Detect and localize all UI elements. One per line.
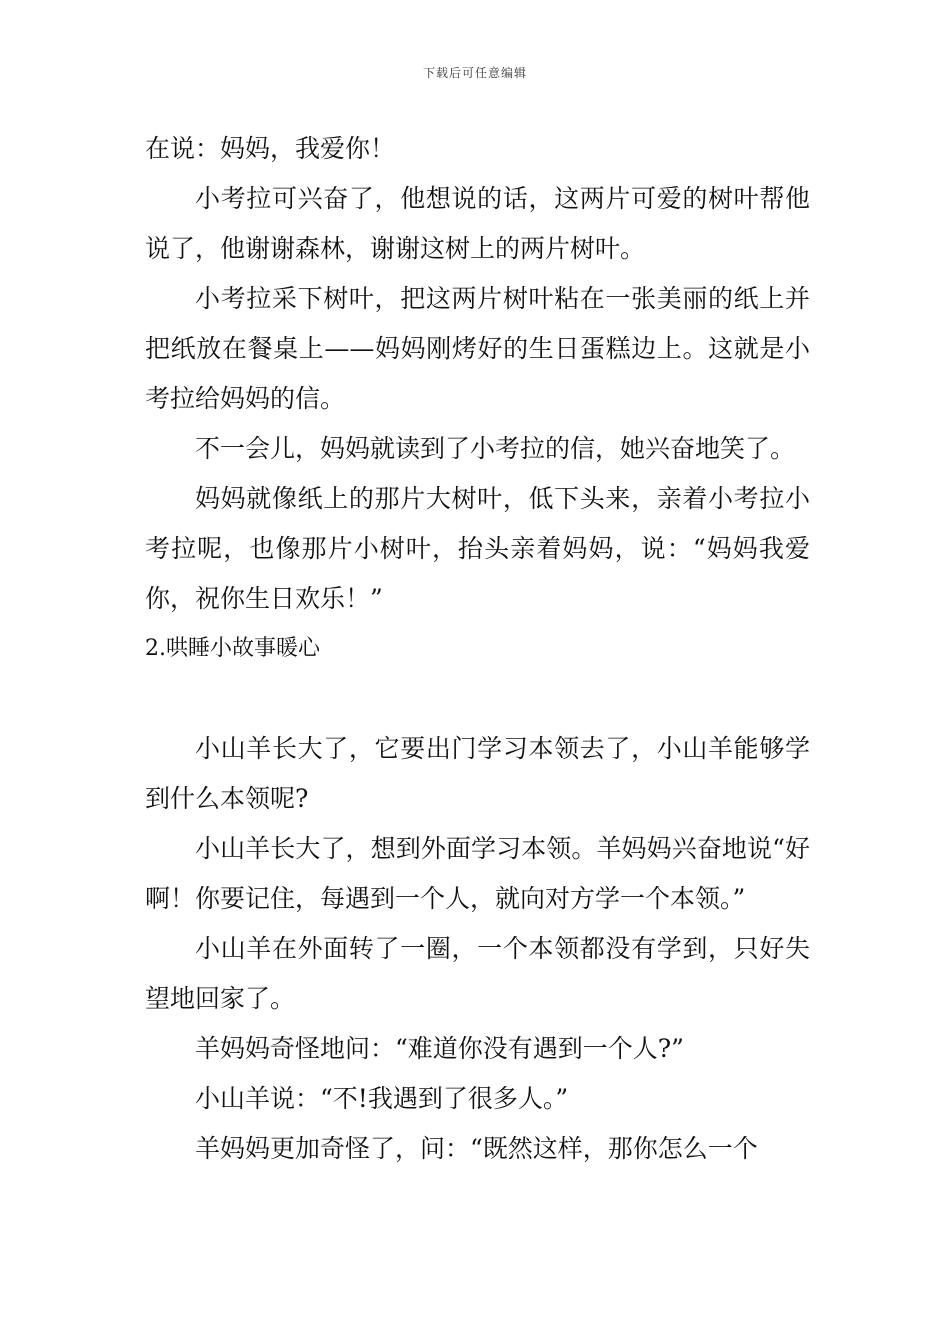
page-header: 下载后可任意编辑 <box>422 66 527 80</box>
paragraph-10: 小山羊说：“不!我遇到了很多人。” <box>195 1084 569 1113</box>
paragraph-3: 小考拉采下树叶，把这两片树叶粘在一张美丽的纸上并把纸放在餐桌上——妈妈刚烤好的生日蛋糕边上。这就是小考拉给妈妈的信。 <box>145 284 810 413</box>
paragraph-11: 羊妈妈更加奇怪了，问：“既然这样，那你怎么一个 <box>195 1134 758 1163</box>
paragraph-8: 小山羊在外面转了一圈，一个本领都没有学到，只好失望地回家了。 <box>145 934 810 1013</box>
paragraph-2: 小考拉可兴奋了，他想说的话，这两片可爱的树叶帮他说了，他谢谢森林，谢谢这树上的两片树叶。 <box>145 184 810 263</box>
paragraph-4: 不一会儿，妈妈就读到了小考拉的信，她兴奋地笑了。 <box>195 434 796 463</box>
paragraph-9: 羊妈妈奇怪地问：“难道你没有遇到一个人?” <box>195 1034 684 1063</box>
paragraph-1: 在说：妈妈，我爱你！ <box>145 134 396 163</box>
paragraph-7: 小山羊长大了，想到外面学习本领。羊妈妈兴奋地说“好啊！你要记住，每遇到一个人，就向对方学一个本领。” <box>145 834 810 913</box>
paragraph-6: 小山羊长大了，它要出门学习本领去了，小山羊能够学到什么本领呢? <box>145 734 810 813</box>
paragraph-5: 妈妈就像纸上的那片大树叶，低下头来，亲着小考拉小考拉呢，也像那片小树叶，抬头亲着妈妈，说：“妈妈我爱你，祝你生日欢乐！” <box>145 484 810 613</box>
document-body <box>145 124 810 1174</box>
section-heading: 2.哄睡小故事暖心 <box>145 636 320 661</box>
blank-line <box>145 674 810 724</box>
